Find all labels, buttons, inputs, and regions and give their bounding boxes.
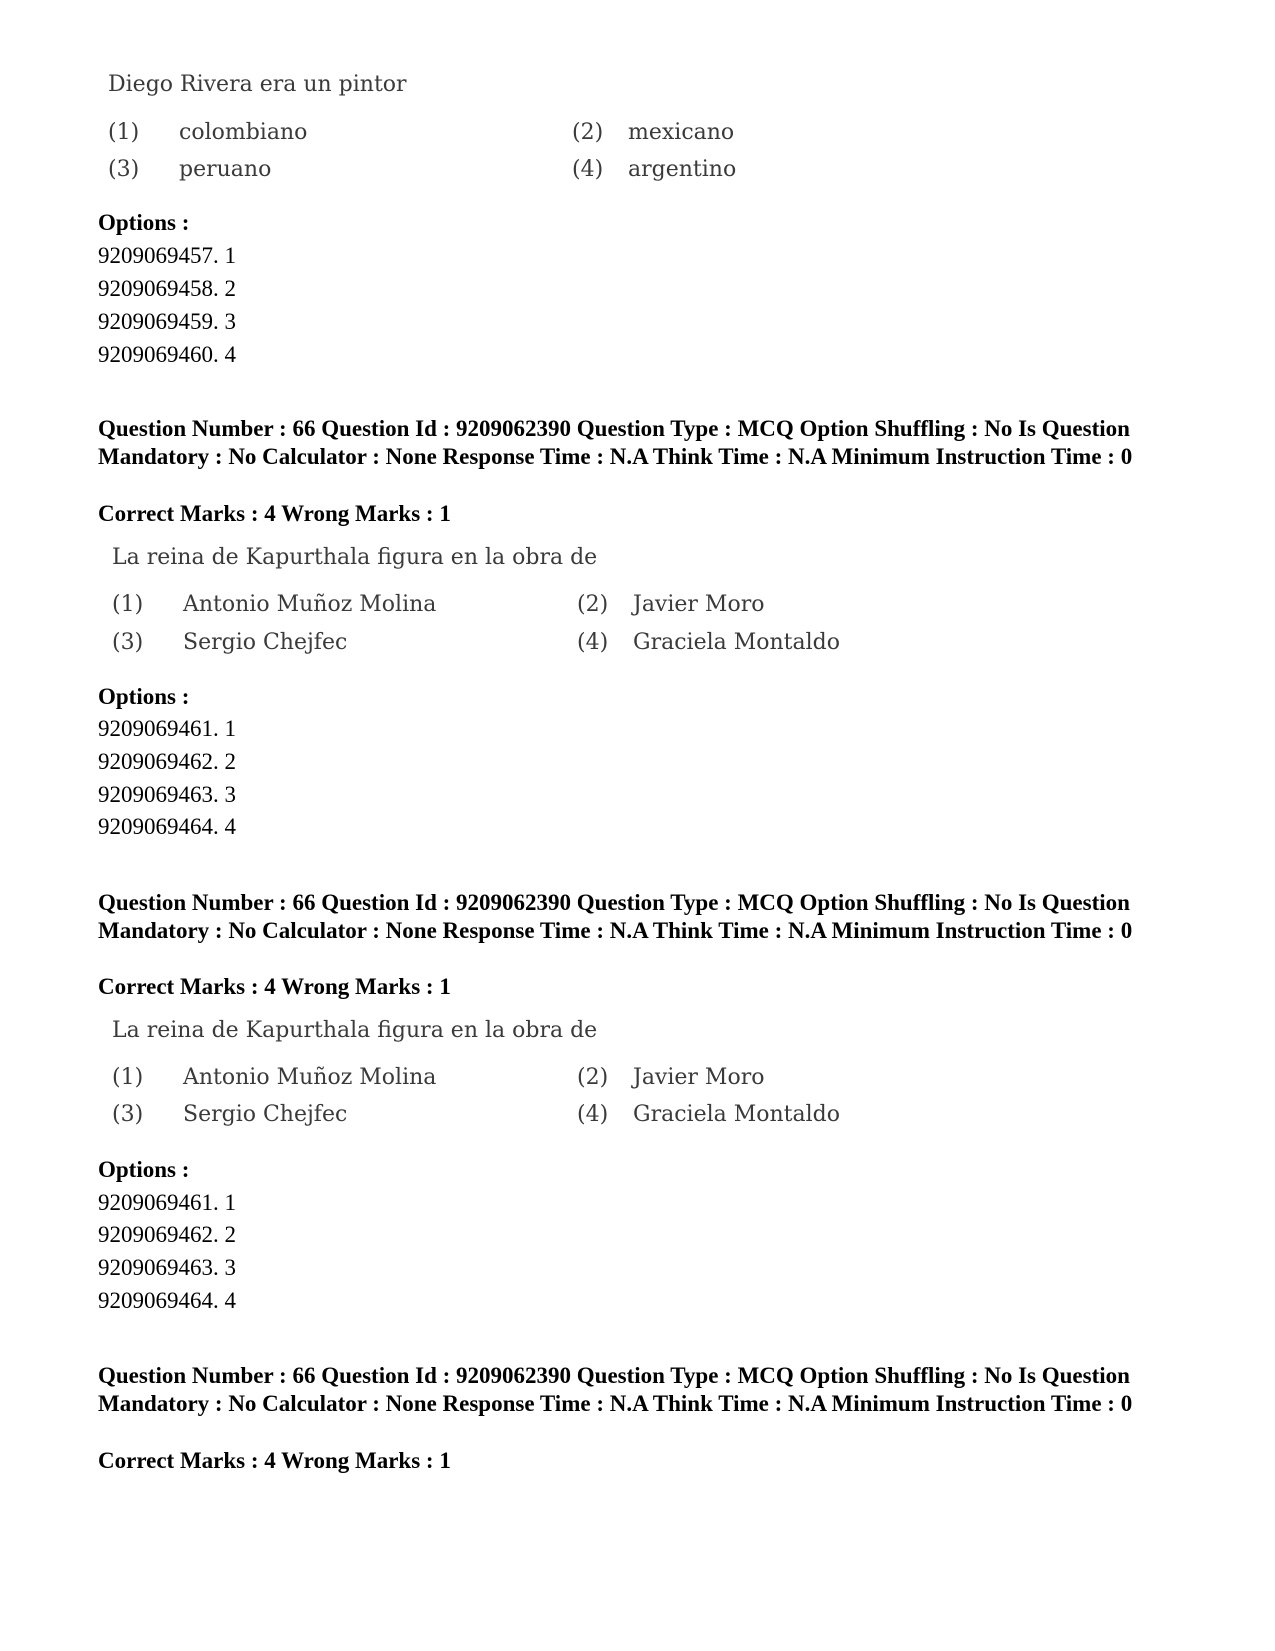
choice-number: (2) [577, 592, 609, 617]
option-line: 9209069462. 2 [98, 749, 236, 774]
marks-line: Correct Marks : 4 Wrong Marks : 1 [98, 974, 451, 999]
option-line: 9209069463. 3 [98, 782, 236, 807]
option-line: 9209069460. 4 [98, 342, 236, 367]
choice-number: (4) [572, 157, 604, 182]
option-line: 9209069461. 1 [98, 716, 236, 741]
choice-text: Antonio Muñoz Molina [183, 1065, 437, 1090]
question-image [112, 545, 862, 665]
choice-number: (3) [112, 1102, 144, 1127]
choice-text: colombiano [179, 120, 308, 145]
option-line: 9209069458. 2 [98, 276, 236, 301]
choice-number: (3) [112, 630, 144, 655]
choice-text: peruano [179, 157, 272, 182]
question-meta: Question Number : 66 Question Id : 9209062390 Question Type : MCQ Option Shuffling : No Is Question Mandatory : No Calculator : None Response Time : N.A Think Time : N.A Minimum Instruction Time : 0 [98, 1363, 1133, 1416]
option-line: 9209069459. 3 [98, 309, 236, 334]
option-line: 9209069463. 3 [98, 1255, 236, 1280]
choice-number: (2) [577, 1065, 609, 1090]
question-image [112, 1018, 862, 1138]
choice-number: (1) [112, 1065, 144, 1090]
question-stem: La reina de Kapurthala figura en la obra de [112, 1018, 598, 1043]
option-line: 9209069462. 2 [98, 1222, 236, 1247]
option-line: 9209069457. 1 [98, 243, 236, 268]
choice-number: (1) [112, 592, 144, 617]
choice-number: (1) [108, 120, 140, 145]
options-title: Options : [98, 684, 190, 709]
choice-number: (2) [572, 120, 604, 145]
choice-number: (4) [577, 1102, 609, 1127]
choice-text: argentino [628, 157, 737, 182]
marks-line: Correct Marks : 4 Wrong Marks : 1 [98, 1448, 451, 1473]
option-line: 9209069461. 1 [98, 1190, 236, 1215]
question-image [108, 72, 808, 192]
question-meta: Question Number : 66 Question Id : 9209062390 Question Type : MCQ Option Shuffling : No Is Question Mandatory : No Calculator : None Response Time : N.A Think Time : N.A Minimum Instruction Time : 0 [98, 890, 1133, 943]
marks-line: Correct Marks : 4 Wrong Marks : 1 [98, 501, 451, 526]
question-stem: Diego Rivera era un pintor [108, 72, 407, 97]
choice-text: Javier Moro [633, 1065, 765, 1090]
choice-number: (3) [108, 157, 140, 182]
options-title: Options : [98, 1157, 190, 1182]
question-stem: La reina de Kapurthala figura en la obra de [112, 545, 598, 570]
question-meta: Question Number : 66 Question Id : 9209062390 Question Type : MCQ Option Shuffling : No Is Question Mandatory : No Calculator : None Response Time : N.A Think Time : N.A Minimum Instruction Time : 0 [98, 416, 1133, 469]
options-title: Options : [98, 210, 190, 235]
choice-text: Javier Moro [633, 592, 765, 617]
choice-text: Sergio Chejfec [183, 630, 348, 655]
choice-text: Graciela Montaldo [633, 1102, 840, 1127]
choice-text: Sergio Chejfec [183, 1102, 348, 1127]
choice-number: (4) [577, 630, 609, 655]
choice-text: mexicano [628, 120, 735, 145]
option-line: 9209069464. 4 [98, 814, 236, 839]
choice-text: Antonio Muñoz Molina [183, 592, 437, 617]
choice-text: Graciela Montaldo [633, 630, 840, 655]
option-line: 9209069464. 4 [98, 1288, 236, 1313]
